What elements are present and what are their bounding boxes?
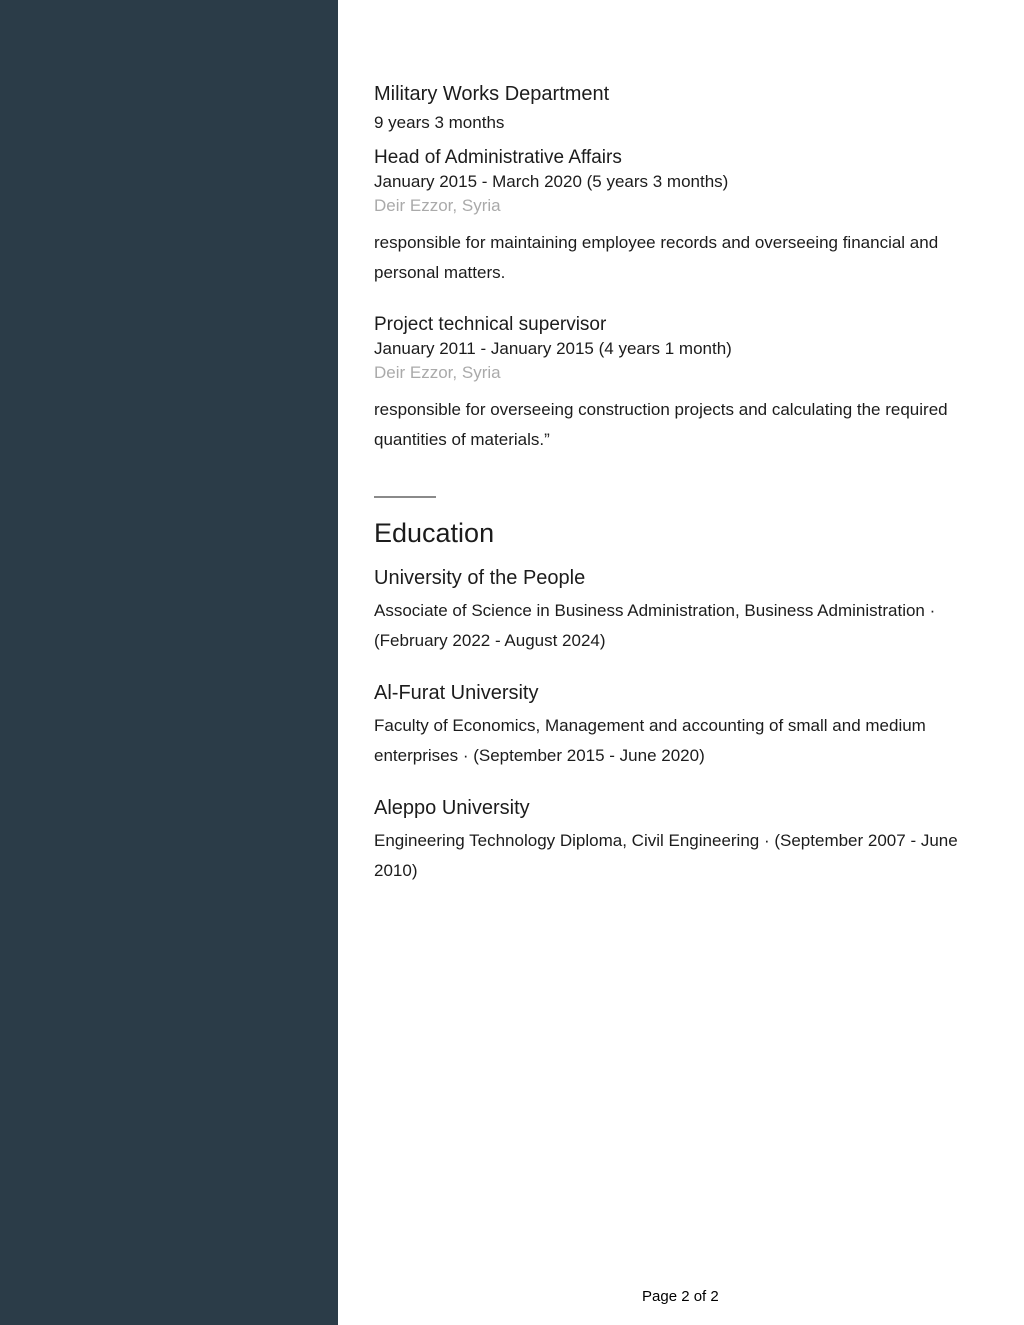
education-school: Aleppo University bbox=[374, 797, 530, 819]
role-location: Deir Ezzor, Syria bbox=[374, 196, 501, 215]
role-entry bbox=[374, 313, 994, 455]
role-description: responsible for overseeing construction projects and calculating the required quantities of materials.” bbox=[374, 400, 948, 449]
role-title: Project technical supervisor bbox=[374, 314, 607, 335]
role-description: responsible for maintaining employee records and overseeing financial and personal matters. bbox=[374, 233, 939, 282]
page-number: Page 2 of 2 bbox=[642, 1288, 719, 1305]
education-entry bbox=[374, 566, 994, 656]
role-dates: January 2011 - January 2015 (4 years 1 month) bbox=[374, 339, 732, 358]
education-school: University of the People bbox=[374, 567, 586, 589]
role-entry bbox=[374, 146, 994, 288]
education-entry bbox=[374, 681, 994, 771]
education-heading: Education bbox=[374, 518, 495, 548]
education-detail: Associate of Science in Business Administration, Business Administration · (February 2022 - August 2024) bbox=[374, 601, 936, 650]
education-detail: Faculty of Economics, Management and accounting of small and medium enterprises · (September 2015 - June 2020) bbox=[374, 716, 926, 765]
education-entry bbox=[374, 796, 994, 886]
education-school: Al-Furat University bbox=[374, 682, 539, 704]
company-tenure: 9 years 3 months bbox=[374, 113, 505, 132]
company-name: Military Works Department bbox=[374, 83, 610, 105]
role-dates: January 2015 - March 2020 (5 years 3 months) bbox=[374, 172, 729, 191]
education-detail: Engineering Technology Diploma, Civil Engineering · (September 2007 - June 2010) bbox=[374, 831, 958, 880]
sidebar-panel bbox=[0, 0, 338, 1325]
role-title: Head of Administrative Affairs bbox=[374, 147, 622, 168]
section-divider bbox=[374, 496, 436, 498]
role-location: Deir Ezzor, Syria bbox=[374, 363, 501, 382]
